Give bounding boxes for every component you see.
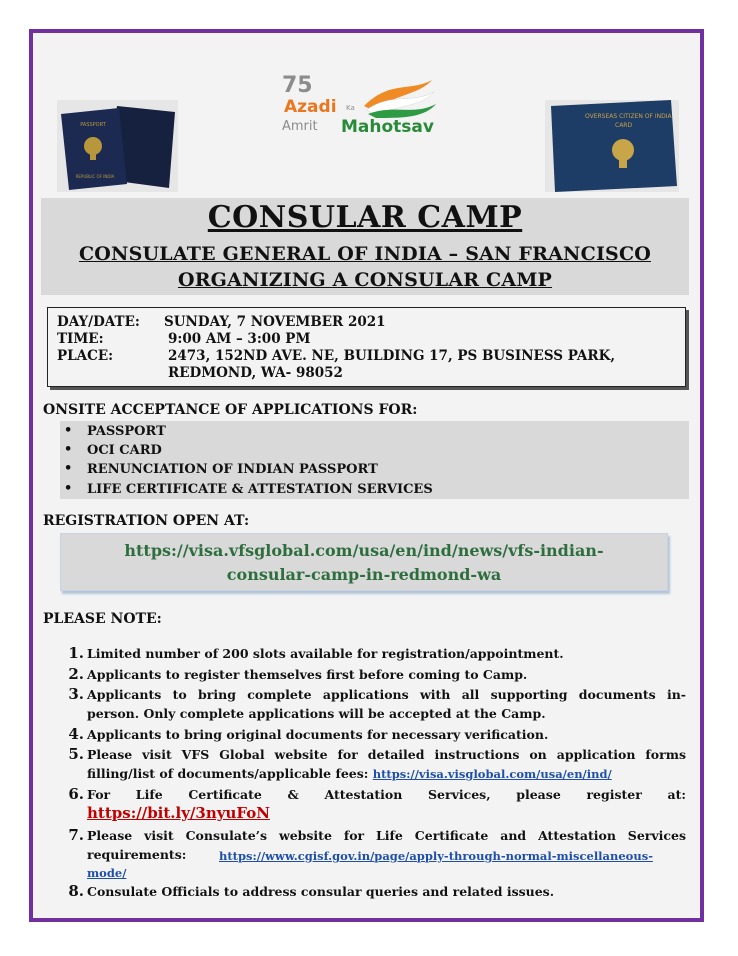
acceptance-list: • PASSPORT • OCI CARD • RENUNCIATION OF INDIAN PASSPORT • LIFE CERTIFICATE & ATTESTATION SERVICES — [60, 421, 689, 499]
note-2: Applicants to register themselves first before coming to Camp. — [87, 667, 528, 682]
note-number: 4. — [68, 725, 84, 743]
event-details-box — [47, 307, 686, 387]
note-number: 2. — [68, 665, 84, 683]
time-label: TIME: — [57, 331, 104, 347]
cgisf-link-part1[interactable]: https://www.cgisf.gov.in/page/apply-through-normal-miscellaneous- — [219, 849, 653, 863]
oci-card-image — [545, 100, 679, 192]
cgisf-link-part2[interactable]: mode/ — [87, 866, 127, 880]
note-3-line1: Applicants to bring complete applications with all supporting documents in- — [87, 687, 686, 702]
date-label: DAY/DATE: — [57, 314, 140, 330]
note-6-line1: For Life Certificate & Attestation Services, please register at: — [87, 787, 686, 802]
place-value-line1: 2473, 152ND AVE. NE, BUILDING 17, PS BUSINESS PARK, — [168, 348, 616, 364]
svg-text:Amrit: Amrit — [282, 119, 318, 134]
place-value-line2: REDMOND, WA- 98052 — [168, 365, 343, 381]
notes-heading: PLEASE NOTE: — [43, 611, 162, 627]
cgisf-link-continued[interactable] — [87, 865, 126, 880]
svg-text:Mahotsav: Mahotsav — [341, 117, 434, 137]
subtitle-organizing: ORGANIZING A CONSULAR CAMP — [177, 269, 553, 291]
svg-text:Azadi: Azadi — [284, 97, 337, 117]
registration-heading: REGISTRATION OPEN AT: — [43, 513, 250, 529]
note-4: Applicants to bring original documents for necessary verification. — [87, 727, 549, 742]
registration-url-line2[interactable]: consular-camp-in-redmond-wa — [226, 565, 502, 584]
note-8: Consulate Officials to address consular queries and related issues. — [87, 884, 555, 899]
page-title: CONSULAR CAMP — [207, 200, 523, 235]
note-number: 3. — [68, 685, 84, 703]
title-section — [41, 198, 689, 295]
note-5-line1: Please visit VFS Global website for detailed instructions on application forms — [87, 747, 686, 762]
note-number: 1. — [68, 644, 84, 662]
place-label: PLACE: — [57, 348, 114, 364]
svg-text:OVERSEAS CITIZEN OF INDIA: OVERSEAS CITIZEN OF INDIA — [585, 113, 672, 120]
registration-url-line1[interactable]: https://visa.vfsglobal.com/usa/en/ind/news/vfs-indian- — [124, 541, 604, 560]
note-7-line1: Please visit Consulate’s website for Life Certificate and Attestation Services — [87, 828, 686, 843]
passport-image — [57, 100, 178, 192]
note-number: 6. — [68, 785, 84, 803]
note-5-text: filling/list of documents/applicable fees: — [87, 766, 369, 781]
registration-url-box[interactable] — [60, 533, 668, 591]
date-value: SUNDAY, 7 NOVEMBER 2021 — [164, 314, 386, 330]
time-value: 9:00 AM – 3:00 PM — [168, 331, 311, 347]
bitly-registration-link[interactable]: https://bit.ly/3nyuFoN — [87, 804, 270, 822]
svg-text:CARD: CARD — [615, 122, 633, 129]
cgisf-link[interactable] — [219, 848, 653, 863]
azadi-amrit-mahotsav-logo — [280, 70, 480, 140]
note-number: 7. — [68, 826, 84, 844]
note-3-line2: person. Only complete applications will be accepted at the Camp. — [87, 706, 546, 721]
note-number: 5. — [68, 745, 84, 763]
subtitle-consulate: CONSULATE GENERAL OF INDIA – SAN FRANCISCO — [78, 243, 652, 265]
note-7-label: requirements: — [87, 847, 187, 862]
svg-text:75: 75 — [282, 73, 313, 98]
svg-text:Ka: Ka — [346, 104, 355, 112]
note-1: Limited number of 200 slots available for registration/appointment. — [87, 646, 564, 661]
note-number: 8. — [68, 882, 84, 900]
acceptance-heading: ONSITE ACCEPTANCE OF APPLICATIONS FOR: — [43, 402, 418, 418]
svg-text:REPUBLIC OF INDIA: REPUBLIC OF INDIA — [75, 174, 115, 179]
bitly-link-line — [87, 804, 270, 822]
svg-text:PASSPORT: PASSPORT — [80, 122, 106, 128]
vfs-global-link[interactable]: https://visa.visglobal.com/usa/en/ind/ — [372, 767, 612, 781]
note-5-line2 — [87, 766, 612, 781]
